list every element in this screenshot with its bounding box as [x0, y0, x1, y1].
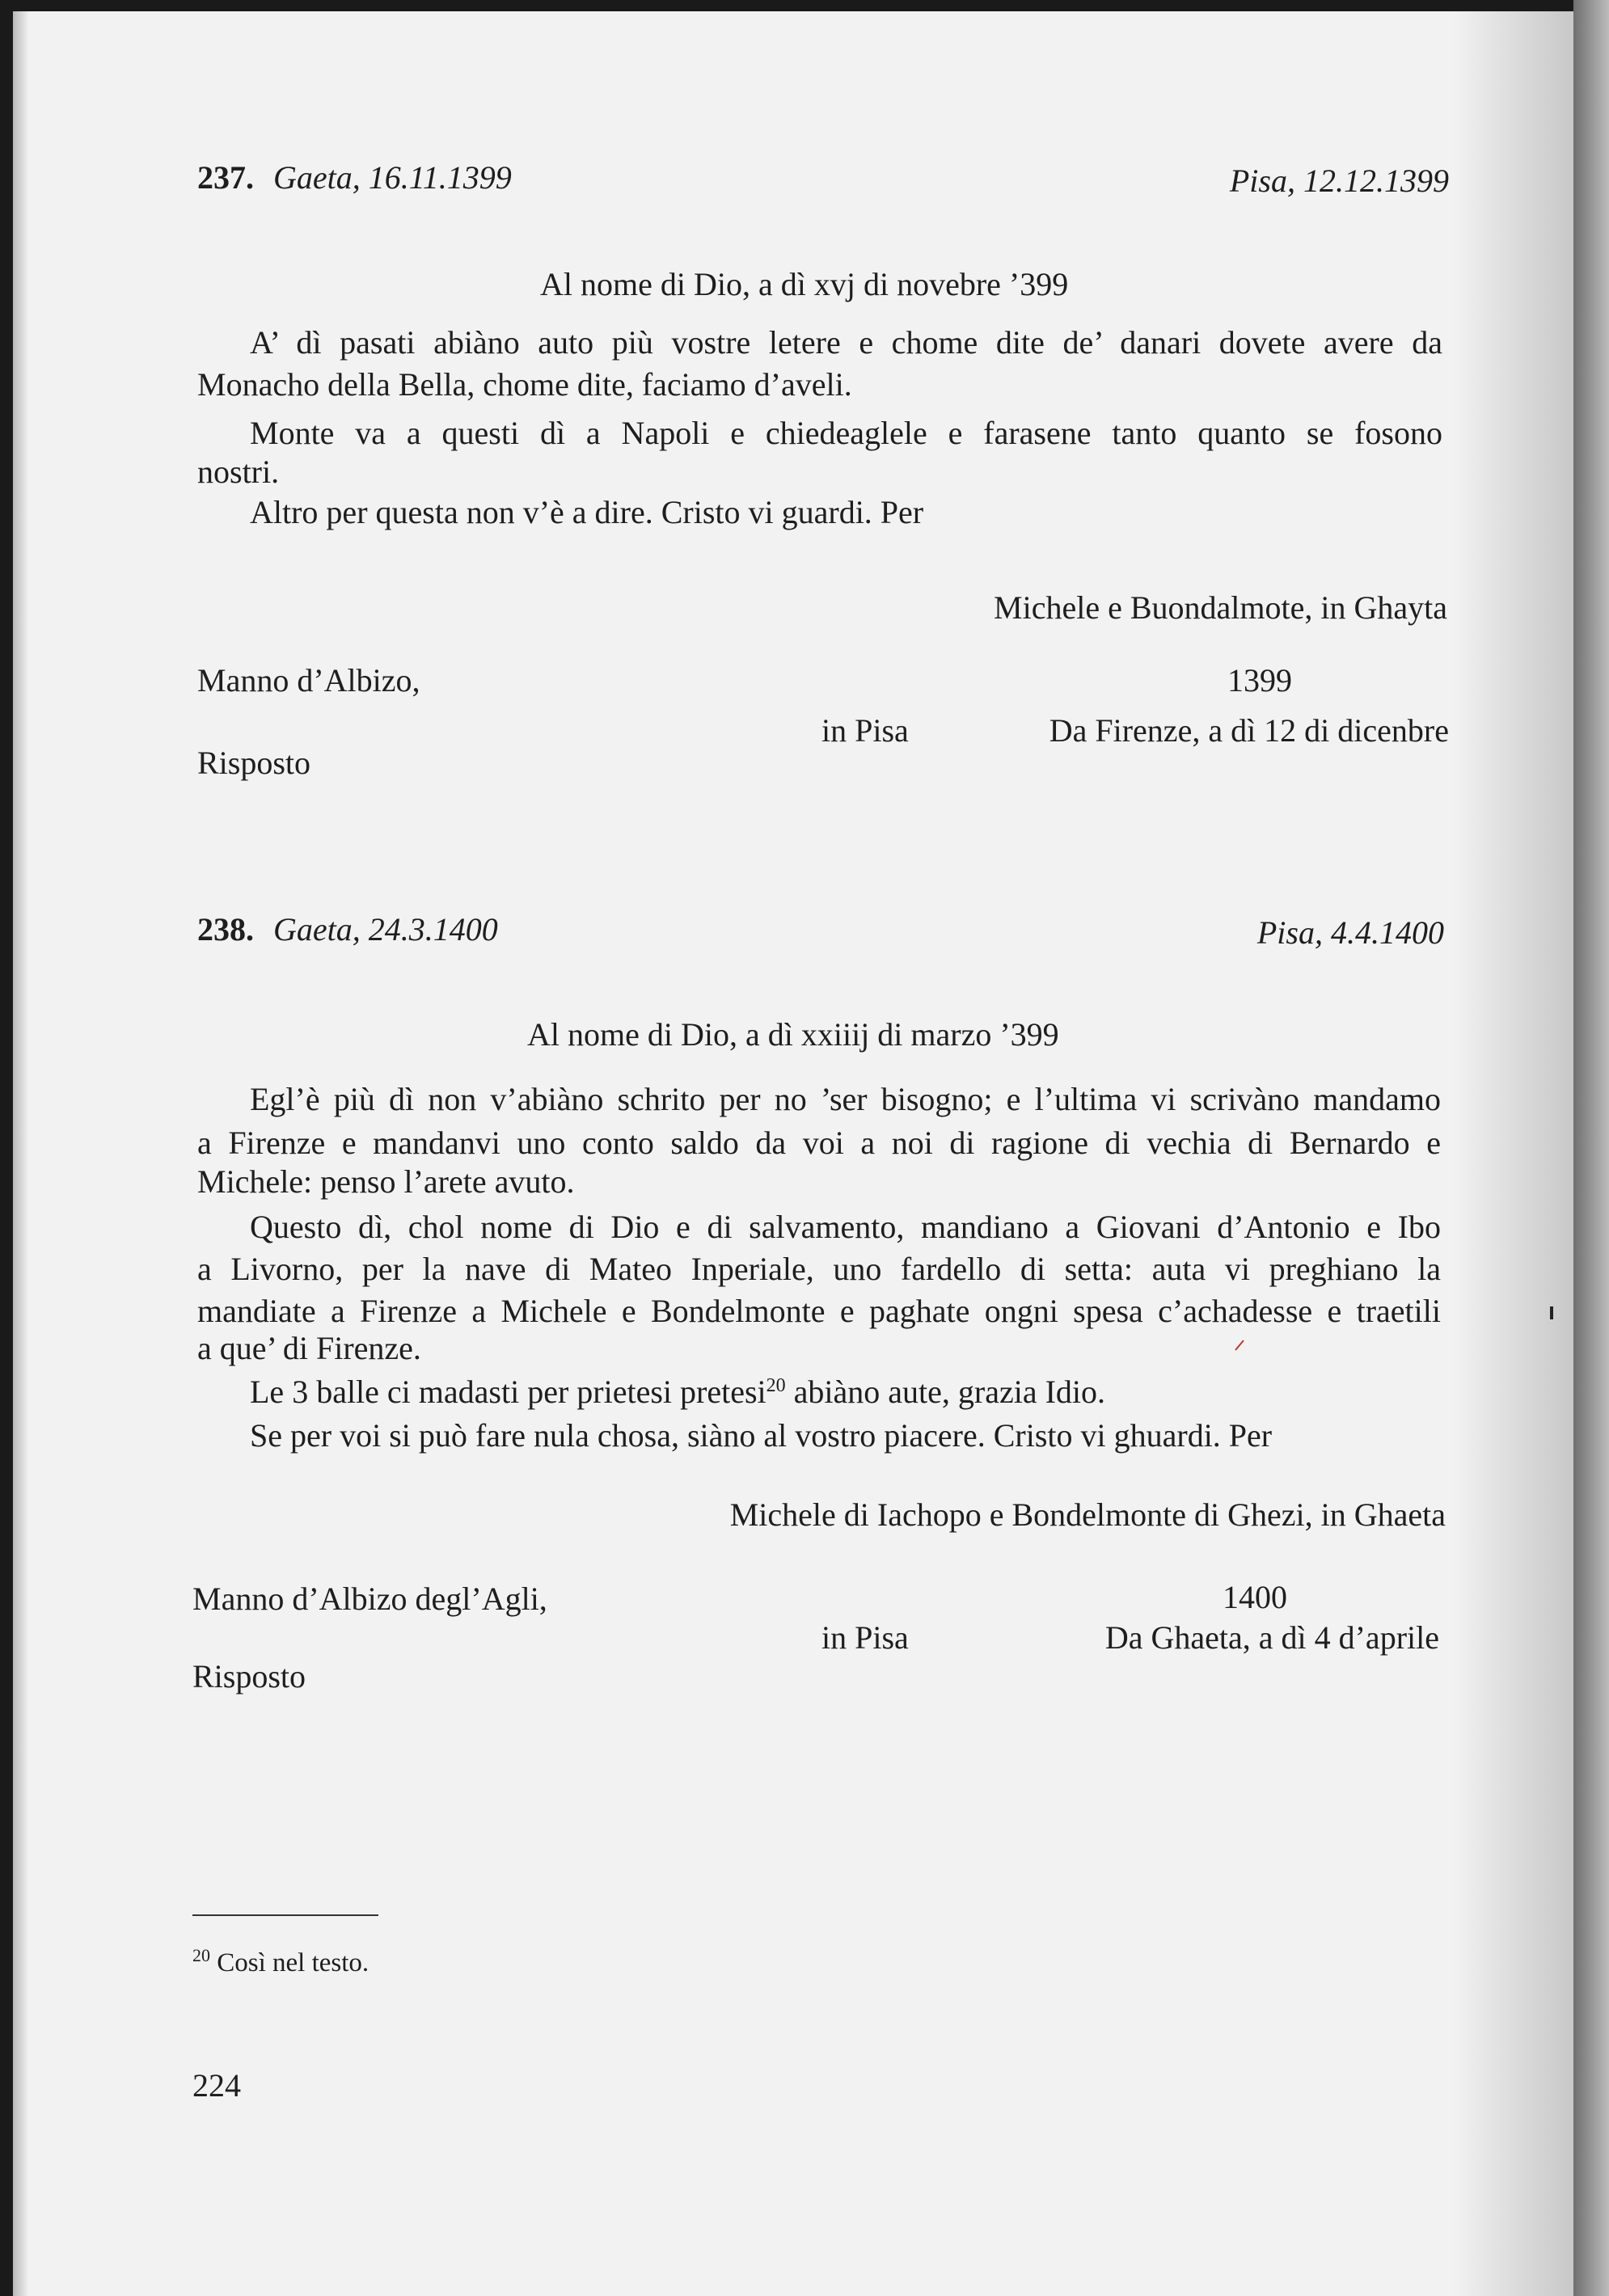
text-line: a Livorno, per la nave di Mateo Inperiale, uno fardello di setta: auta vi preghiano la: [197, 1251, 1441, 1287]
text-line-wrap: [197, 1122, 1441, 1164]
letter-238-origin: Gaeta, 24.3.1400: [273, 911, 498, 948]
letter-238-number: 238.: [197, 911, 254, 948]
letter-237-recipient: Manno d’Albizo,: [197, 662, 420, 699]
text-line: Monte va a questi dì a Napoli e chiedeaglele e farasene tanto quanto se fosono: [250, 415, 1442, 451]
page-binding-edge: [13, 11, 29, 2296]
text-line: nostri.: [197, 454, 280, 490]
letter-237-para-2: [250, 412, 1442, 454]
letter-238-para-4: Se per voi si può fare nula chosa, siàno al vostro piacere. Cristo vi ghuardi. Per: [250, 1417, 1273, 1454]
letter-237-para-1: [250, 322, 1442, 364]
letter-238-para-1: [250, 1078, 1441, 1121]
footnote-rule: [192, 1914, 378, 1916]
letter-238-header-left: [197, 909, 498, 951]
text-line-wrap: [197, 1248, 1441, 1290]
text-line: mandiate a Firenze a Michele e Bondelmonte e paghate ongni spesa c’achadesse e traetili: [197, 1293, 1441, 1329]
letter-237-header-left: [197, 157, 512, 199]
book-page: [13, 11, 1573, 2296]
text-line: a que’ di Firenze.: [197, 1330, 421, 1366]
text-line: Le 3 balle ci madasti per prietesi pretesi: [250, 1374, 766, 1410]
letter-237-year: 1399: [1227, 662, 1292, 699]
footnote: [192, 1945, 369, 1981]
footnote-reference: 20: [766, 1375, 786, 1396]
letter-238-note: Risposto: [192, 1658, 306, 1695]
letter-237-from-date: Da Firenze, a dì 12 di dicenbre: [1049, 712, 1449, 749]
text-line: A’ dì pasati abiàno auto più vostre letere e chome dite de’ danari dovete avere da: [250, 324, 1442, 361]
letter-238-from-date: Da Ghaeta, a dì 4 d’aprile: [1104, 1619, 1439, 1656]
letter-237-para-3: Altro per questa non v’è a dire. Cristo vi guardi. Per: [250, 494, 924, 530]
letter-238-received: Pisa, 4.4.1400: [1256, 914, 1444, 951]
text-line: Monacho della Bella, chome dite, faciamo d’aveli.: [197, 366, 852, 403]
letter-237-received: Pisa, 12.12.1399: [1229, 162, 1449, 199]
red-pencil-mark: [1232, 1337, 1248, 1353]
letter-237-place: in Pisa: [821, 712, 909, 749]
letter-237-origin: Gaeta, 16.11.1399: [273, 159, 512, 196]
letter-238-year: 1400: [1223, 1579, 1287, 1615]
letter-237-dateline: Al nome di Dio, a dì xvj di novebre ’399: [540, 266, 1069, 302]
text-line: Egl’è più dì non v’abiàno schrito per no ’ser bisogno; e l’ultima vi scrivàno mandamo: [250, 1081, 1441, 1117]
letter-237-signature: Michele e Buondalmote, in Ghayta: [994, 589, 1447, 626]
text-line: Michele: penso l’arete avuto.: [197, 1163, 575, 1200]
letter-237-note: Risposto: [197, 745, 311, 781]
letter-238-signature: Michele di Iachopo e Bondelmonte di Ghezi, in Ghaeta: [729, 1496, 1446, 1533]
page-shadow: [1452, 11, 1573, 2296]
letter-238-place: in Pisa: [821, 1619, 909, 1656]
text-line: a Firenze e mandanvi uno conto saldo da voi a noi di ragione di vechia di Bernardo e: [197, 1125, 1441, 1161]
page-edge-mark: [1548, 1305, 1556, 1321]
page-number: 224: [192, 2067, 241, 2104]
letter-237-number: 237.: [197, 159, 254, 196]
text-line-wrap: [197, 1290, 1441, 1332]
next-page-edge: [1573, 0, 1609, 2296]
text-line: Questo dì, chol nome di Dio e di salvamento, mandiano a Giovani d’Antonio e Ibo: [250, 1209, 1441, 1245]
letter-238-para-3: [250, 1371, 1105, 1413]
footnote-text: Così nel testo.: [217, 1948, 370, 1977]
letter-238-para-2: [250, 1206, 1441, 1248]
letter-238-dateline: Al nome di Dio, a dì xxiiij di marzo ’399: [527, 1016, 1059, 1053]
footnote-number: 20: [192, 1945, 210, 1965]
letter-238-recipient: Manno d’Albizo degl’Agli,: [192, 1581, 547, 1617]
text-line: abiàno aute, grazia Idio.: [793, 1374, 1106, 1410]
